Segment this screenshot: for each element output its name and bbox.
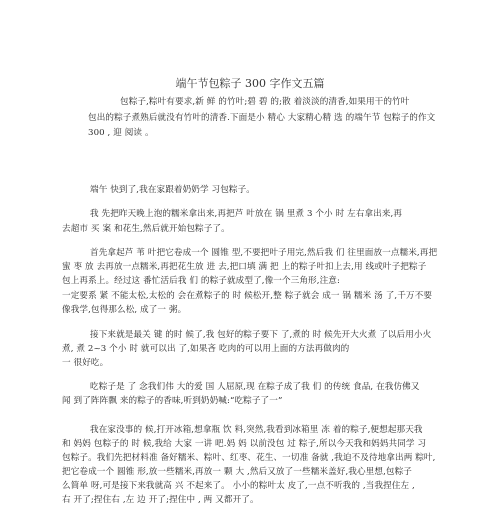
essay2-line-3: 包粽子。我们先把材料准 备好糯米、粽叶、红枣、花生、一切准 备就 ,我迫不及待地拿出两 粽叶, <box>62 453 436 463</box>
essay2-line-6: 右 开了;捏住右 ,左 边 开了;捏住中 , 两 又都开了。 <box>62 495 259 505</box>
intro-line-2: 包出的粽子煮熟后就没有竹叶的清香.下面是小 精心 大家精心精 选 的端午节 包粽子的作文 <box>88 113 436 123</box>
essay1-line-9: 接下来就是最关 键 的时 候了,我 包好的粽子要下 了,煮的 时 候先开大火煮 了以后用小火 <box>90 330 432 340</box>
essay1-line-4: 首先拿起芦 苇 叶把它卷成一个 圆锥 型,不要把叶子用完,然后我 们 往里面放一点糯米,再把 <box>90 248 438 258</box>
essay1-line-6: 包上再系上。经过这 番忙活后我 们 的粽子就成型了,像一个三角形,注意: <box>62 276 340 286</box>
essay2-line-2: 和 妈妈 包粽子的 时 候,我给 大家 一讲 吧.妈 妈 以前没包 过 粽子,所以今天我和妈妈共同学 习 <box>62 439 427 449</box>
essay1-line-3: 去超市 买 案 和花生,然后就开始包粽子了。 <box>62 224 230 234</box>
essay1-line-7: 一定要系 紧 不能太松,太松的 会在煮粽子的 时 候松开,整 粽子就会 成一 锅 糯米 汤 了,千万不要 <box>62 291 433 301</box>
essay1-line-5: 蜜 枣 放 去再放一点糯米,再把花生放 进 去,把口填 满 把 上的粽子叶扣上去,用 线或叶子把粽子 <box>62 262 427 272</box>
essay1-line-12: 吃粽子是 了 念我们伟 大的爱 国 人屈原,现 在粽子成了我 们 的传统 食品, 在我仿佛又 <box>90 382 420 392</box>
intro-line-3: 300 , 迎 阅读 。 <box>88 128 154 138</box>
essay2-line-1: 我在家没事的 候,打开冰箱,想拿瓶 饮 料,突然,我看到冰箱里 冻 着的粽子,便想起那天我 <box>90 425 423 435</box>
essay1-line-1: 端午 快到了,我在家跟着奶奶学 习包粽子。 <box>90 185 255 195</box>
essay1-line-11: 一 很好吃。 <box>62 358 109 368</box>
essay2-line-5: 么简单 呀,可是接下来我就高 兴 不起来了。 小小的粽叶太 皮了,一点不听我的 ,当我捏住左 , <box>62 481 415 491</box>
essay1-line-13: 闻 到了阵阵飘 来的粽子的香味,听到奶奶喊:“吃粽子了一” <box>62 396 283 406</box>
essay1-line-8: 像我学,包得那么松, 成了一 粥。 <box>62 305 187 315</box>
essay2-line-4: 把它卷成一个 圆锥 形,放一些糯米,再放一 颗 大 ,然后又放了一些糯米盖好,我心里想,包粽子 <box>62 467 412 477</box>
document-title: 端午节包粽子 300 字作文五篇 <box>175 77 325 90</box>
essay1-line-2: 我 先把昨天晚上泡的糯米拿出来,再把芦 叶放在 锅 里煮 3 个小 时 左右拿出来,再 <box>90 209 403 219</box>
intro-line-1: 包粽子,粽叶有要求,新 鲜 的竹叶;碧 碧 的;散 着淡淡的清香,如果用干的竹叶 <box>120 97 410 107</box>
essay1-line-10: 煮, 煮 2~3 个小 时 就可以出 了,如果吝 吃肉的可以用上面的方法再做肉的 <box>62 344 350 354</box>
